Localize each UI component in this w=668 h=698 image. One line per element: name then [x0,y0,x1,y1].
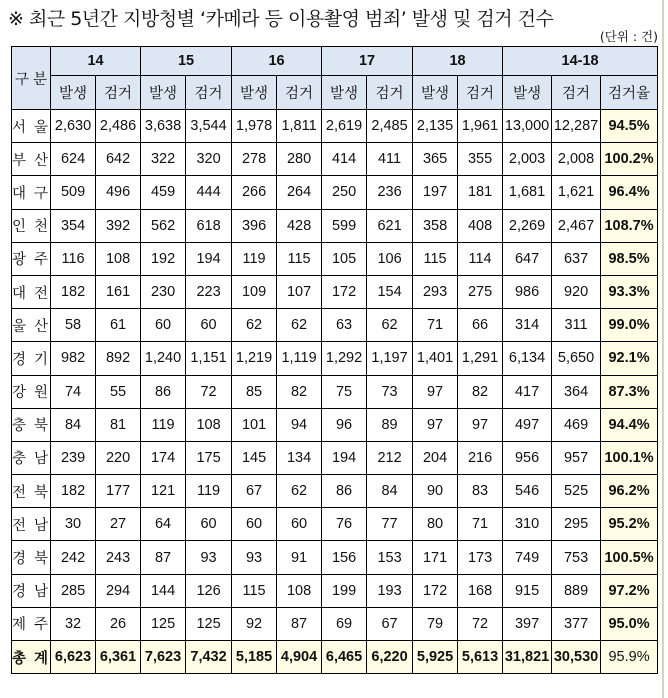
region-label: 충 남 [12,441,51,474]
occurrence-cell: 2,135 [413,110,458,143]
occurrence-cell: 624 [51,143,96,176]
occurrence-cell: 182 [51,275,96,308]
arrest-cell: 1,119 [277,342,322,375]
occurrence-cell: 119 [141,408,186,441]
sub-header: 발생 [232,76,277,110]
arrest-cell: 2,485 [367,110,413,143]
table-row [12,574,658,607]
arrest-cell: 93 [186,541,232,574]
clearance-rate-cell: 108.7% [601,209,658,242]
occurrence-cell: 86 [141,375,186,408]
clearance-rate-cell: 98.5% [601,242,658,275]
arrest-cell: 91 [277,541,322,574]
occurrence-cell: 322 [141,143,186,176]
occurrence-cell: 182 [51,475,96,508]
clearance-rate-cell: 92.1% [601,342,658,375]
occurrence-cell: 647 [503,242,552,275]
occurrence-cell: 119 [232,242,277,275]
sub-header: 검거 [96,76,141,110]
arrest-cell: 892 [96,342,141,375]
clearance-rate-cell: 94.4% [601,408,658,441]
arrest-cell: 82 [277,375,322,408]
sub-header: 검거 [367,76,413,110]
arrest-cell: 108 [186,408,232,441]
clearance-rate-cell: 97.2% [601,574,658,607]
occurrence-cell: 144 [141,574,186,607]
page-edge-divider [662,0,664,698]
occurrence-cell: 6,623 [51,641,96,674]
region-label: 전 북 [12,475,51,508]
arrest-cell: 2,467 [552,209,601,242]
occurrence-cell: 172 [322,275,367,308]
arrest-cell: 637 [552,242,601,275]
arrest-cell: 364 [552,375,601,408]
arrest-cell: 81 [96,408,141,441]
arrest-cell: 89 [367,408,413,441]
sub-header: 검거 [458,76,503,110]
arrest-cell: 114 [458,242,503,275]
arrest-cell: 175 [186,441,232,474]
clearance-rate-cell: 96.2% [601,475,658,508]
occurrence-cell: 250 [322,176,367,209]
region-label: 부 산 [12,143,51,176]
region-label: 경 기 [12,342,51,375]
occurrence-cell: 956 [503,441,552,474]
table-row [12,508,658,541]
table-row [12,342,658,375]
unit-label: (단위 : 건) [599,29,658,44]
clearance-rate-cell: 100.2% [601,143,658,176]
arrest-cell: 2,008 [552,143,601,176]
year-header: 18 [413,47,503,76]
occurrence-cell: 2,269 [503,209,552,242]
region-label: 광 주 [12,242,51,275]
occurrence-cell: 192 [141,242,186,275]
occurrence-cell: 96 [322,408,367,441]
occurrence-cell: 84 [51,408,96,441]
occurrence-cell: 278 [232,143,277,176]
region-label: 대 전 [12,275,51,308]
region-label: 총 계 [12,641,51,674]
arrest-cell: 618 [186,209,232,242]
arrest-cell: 621 [367,209,413,242]
occurrence-cell: 354 [51,209,96,242]
occurrence-cell: 79 [413,607,458,640]
occurrence-cell: 1,292 [322,342,367,375]
arrest-cell: 355 [458,143,503,176]
arrest-cell: 377 [552,607,601,640]
arrest-cell: 30,530 [552,641,601,674]
year-header: 14-18 [503,47,658,76]
arrest-cell: 220 [96,441,141,474]
arrest-cell: 320 [186,143,232,176]
occurrence-cell: 75 [322,375,367,408]
occurrence-cell: 121 [141,475,186,508]
year-header: 16 [232,47,322,76]
sub-header: 발생 [413,76,458,110]
occurrence-cell: 13,000 [503,110,552,143]
arrest-cell: 275 [458,275,503,308]
arrest-cell: 5,613 [458,641,503,674]
sub-header: 발생 [503,76,552,110]
table-row [12,209,658,242]
arrest-cell: 119 [186,475,232,508]
arrest-cell: 469 [552,408,601,441]
clearance-rate-cell: 95.0% [601,607,658,640]
occurrence-cell: 7,623 [141,641,186,674]
occurrence-cell: 1,240 [141,342,186,375]
arrest-cell: 72 [186,375,232,408]
arrest-cell: 1,151 [186,342,232,375]
occurrence-cell: 63 [322,309,367,342]
sub-header: 검거 [277,76,322,110]
sub-header: 발생 [51,76,96,110]
arrest-cell: 177 [96,475,141,508]
year-header: 17 [322,47,413,76]
clearance-rate-cell: 87.3% [601,375,658,408]
arrest-cell: 168 [458,574,503,607]
document-title: ※ 최근 5년간 지방청별 ‘카메라 등 이용촬영 범죄’ 발생 및 검거 건수 [8,8,554,30]
occurrence-cell: 5,925 [413,641,458,674]
occurrence-cell: 125 [141,607,186,640]
occurrence-cell: 5,185 [232,641,277,674]
arrest-cell: 4,904 [277,641,322,674]
table-row [12,441,658,474]
crime-statistics-table [11,46,658,674]
arrest-cell: 6,220 [367,641,413,674]
occurrence-cell: 69 [322,607,367,640]
occurrence-cell: 64 [141,508,186,541]
arrest-cell: 525 [552,475,601,508]
occurrence-cell: 310 [503,508,552,541]
occurrence-cell: 459 [141,176,186,209]
occurrence-cell: 197 [413,176,458,209]
arrest-cell: 126 [186,574,232,607]
arrest-cell: 12,287 [552,110,601,143]
occurrence-cell: 397 [503,607,552,640]
sub-header: 발생 [322,76,367,110]
occurrence-cell: 414 [322,143,367,176]
arrest-cell: 154 [367,275,413,308]
occurrence-cell: 115 [232,574,277,607]
occurrence-cell: 915 [503,574,552,607]
arrest-cell: 1,291 [458,342,503,375]
occurrence-cell: 171 [413,541,458,574]
occurrence-cell: 90 [413,475,458,508]
table-row [12,408,658,441]
sub-header: 검거 [552,76,601,110]
arrest-cell: 153 [367,541,413,574]
occurrence-cell: 982 [51,342,96,375]
arrest-cell: 55 [96,375,141,408]
arrest-cell: 107 [277,275,322,308]
arrest-cell: 77 [367,508,413,541]
occurrence-cell: 266 [232,176,277,209]
arrest-cell: 106 [367,242,413,275]
arrest-cell: 82 [458,375,503,408]
occurrence-cell: 1,219 [232,342,277,375]
arrest-cell: 62 [367,309,413,342]
occurrence-cell: 1,681 [503,176,552,209]
occurrence-cell: 230 [141,275,186,308]
arrest-cell: 6,361 [96,641,141,674]
arrest-cell: 236 [367,176,413,209]
arrest-cell: 496 [96,176,141,209]
table-row [12,475,658,508]
region-label: 인 천 [12,209,51,242]
arrest-cell: 26 [96,607,141,640]
occurrence-cell: 749 [503,541,552,574]
sub-header: 검거율 [601,76,658,110]
occurrence-cell: 105 [322,242,367,275]
occurrence-cell: 1,978 [232,110,277,143]
clearance-rate-cell: 95.2% [601,508,658,541]
region-label: 전 남 [12,508,51,541]
occurrence-cell: 145 [232,441,277,474]
arrest-cell: 87 [277,607,322,640]
occurrence-cell: 85 [232,375,277,408]
arrest-cell: 62 [277,475,322,508]
arrest-cell: 7,432 [186,641,232,674]
arrest-cell: 243 [96,541,141,574]
occurrence-cell: 1,401 [413,342,458,375]
occurrence-cell: 417 [503,375,552,408]
table-row [12,143,658,176]
occurrence-cell: 74 [51,375,96,408]
occurrence-cell: 199 [322,574,367,607]
occurrence-cell: 60 [141,309,186,342]
occurrence-cell: 497 [503,408,552,441]
arrest-cell: 295 [552,508,601,541]
arrest-cell: 2,486 [96,110,141,143]
arrest-cell: 1,961 [458,110,503,143]
table-row [12,242,658,275]
arrest-cell: 125 [186,607,232,640]
arrest-cell: 66 [458,309,503,342]
arrest-cell: 264 [277,176,322,209]
region-label: 경 북 [12,541,51,574]
arrest-cell: 72 [458,607,503,640]
occurrence-cell: 6,134 [503,342,552,375]
arrest-cell: 60 [277,508,322,541]
arrest-cell: 83 [458,475,503,508]
occurrence-cell: 109 [232,275,277,308]
clearance-rate-cell: 93.3% [601,275,658,308]
arrest-cell: 753 [552,541,601,574]
arrest-cell: 1,197 [367,342,413,375]
arrest-cell: 115 [277,242,322,275]
arrest-cell: 94 [277,408,322,441]
table-row [12,541,658,574]
region-label: 경 남 [12,574,51,607]
arrest-cell: 71 [458,508,503,541]
occurrence-cell: 2,619 [322,110,367,143]
sub-header-row [12,76,658,110]
occurrence-cell: 6,465 [322,641,367,674]
occurrence-cell: 172 [413,574,458,607]
occurrence-cell: 71 [413,309,458,342]
occurrence-cell: 599 [322,209,367,242]
occurrence-cell: 174 [141,441,186,474]
year-header: 15 [141,47,232,76]
region-label: 대 구 [12,176,51,209]
occurrence-cell: 115 [413,242,458,275]
clearance-rate-cell: 94.5% [601,110,658,143]
occurrence-cell: 562 [141,209,186,242]
arrest-cell: 84 [367,475,413,508]
region-label: 충 북 [12,408,51,441]
occurrence-cell: 116 [51,242,96,275]
occurrence-cell: 204 [413,441,458,474]
arrest-cell: 161 [96,275,141,308]
clearance-rate-cell: 95.9% [601,641,658,674]
arrest-cell: 920 [552,275,601,308]
occurrence-cell: 80 [413,508,458,541]
arrest-cell: 27 [96,508,141,541]
year-header: 14 [51,47,141,76]
occurrence-cell: 509 [51,176,96,209]
occurrence-cell: 76 [322,508,367,541]
occurrence-cell: 97 [413,408,458,441]
occurrence-cell: 242 [51,541,96,574]
occurrence-cell: 58 [51,309,96,342]
occurrence-cell: 62 [232,309,277,342]
occurrence-cell: 87 [141,541,186,574]
occurrence-cell: 396 [232,209,277,242]
occurrence-cell: 101 [232,408,277,441]
occurrence-cell: 156 [322,541,367,574]
arrest-cell: 957 [552,441,601,474]
occurrence-cell: 3,638 [141,110,186,143]
occurrence-cell: 239 [51,441,96,474]
arrest-cell: 181 [458,176,503,209]
occurrence-cell: 30 [51,508,96,541]
table-row [12,607,658,640]
table-row [12,176,658,209]
occurrence-cell: 285 [51,574,96,607]
arrest-cell: 392 [96,209,141,242]
category-header: 구 분 [12,47,51,110]
table-row [12,110,658,143]
occurrence-cell: 986 [503,275,552,308]
clearance-rate-cell: 96.4% [601,176,658,209]
arrest-cell: 193 [367,574,413,607]
region-label: 제 주 [12,607,51,640]
arrest-cell: 97 [458,408,503,441]
region-label: 서 울 [12,110,51,143]
total-row [12,641,658,674]
arrest-cell: 60 [186,508,232,541]
occurrence-cell: 2,630 [51,110,96,143]
arrest-cell: 61 [96,309,141,342]
arrest-cell: 223 [186,275,232,308]
sub-header: 발생 [141,76,186,110]
clearance-rate-cell: 100.5% [601,541,658,574]
occurrence-cell: 194 [322,441,367,474]
occurrence-cell: 358 [413,209,458,242]
arrest-cell: 212 [367,441,413,474]
arrest-cell: 642 [96,143,141,176]
occurrence-cell: 92 [232,607,277,640]
arrest-cell: 3,544 [186,110,232,143]
occurrence-cell: 546 [503,475,552,508]
arrest-cell: 173 [458,541,503,574]
arrest-cell: 294 [96,574,141,607]
arrest-cell: 73 [367,375,413,408]
arrest-cell: 889 [552,574,601,607]
region-label: 울 산 [12,309,51,342]
occurrence-cell: 365 [413,143,458,176]
arrest-cell: 60 [186,309,232,342]
arrest-cell: 408 [458,209,503,242]
occurrence-cell: 97 [413,375,458,408]
arrest-cell: 62 [277,309,322,342]
clearance-rate-cell: 100.1% [601,441,658,474]
table-row [12,275,658,308]
sub-header: 검거 [186,76,232,110]
occurrence-cell: 293 [413,275,458,308]
occurrence-cell: 2,003 [503,143,552,176]
occurrence-cell: 60 [232,508,277,541]
occurrence-cell: 314 [503,309,552,342]
arrest-cell: 67 [367,607,413,640]
arrest-cell: 216 [458,441,503,474]
arrest-cell: 444 [186,176,232,209]
arrest-cell: 194 [186,242,232,275]
arrest-cell: 108 [277,574,322,607]
arrest-cell: 1,621 [552,176,601,209]
arrest-cell: 411 [367,143,413,176]
arrest-cell: 134 [277,441,322,474]
occurrence-cell: 86 [322,475,367,508]
occurrence-cell: 67 [232,475,277,508]
region-label: 강 원 [12,375,51,408]
arrest-cell: 5,650 [552,342,601,375]
arrest-cell: 311 [552,309,601,342]
year-header-row [12,47,658,76]
arrest-cell: 428 [277,209,322,242]
arrest-cell: 108 [96,242,141,275]
table-row [12,375,658,408]
occurrence-cell: 31,821 [503,641,552,674]
table-row [12,309,658,342]
occurrence-cell: 32 [51,607,96,640]
arrest-cell: 280 [277,143,322,176]
occurrence-cell: 93 [232,541,277,574]
arrest-cell: 1,811 [277,110,322,143]
clearance-rate-cell: 99.0% [601,309,658,342]
